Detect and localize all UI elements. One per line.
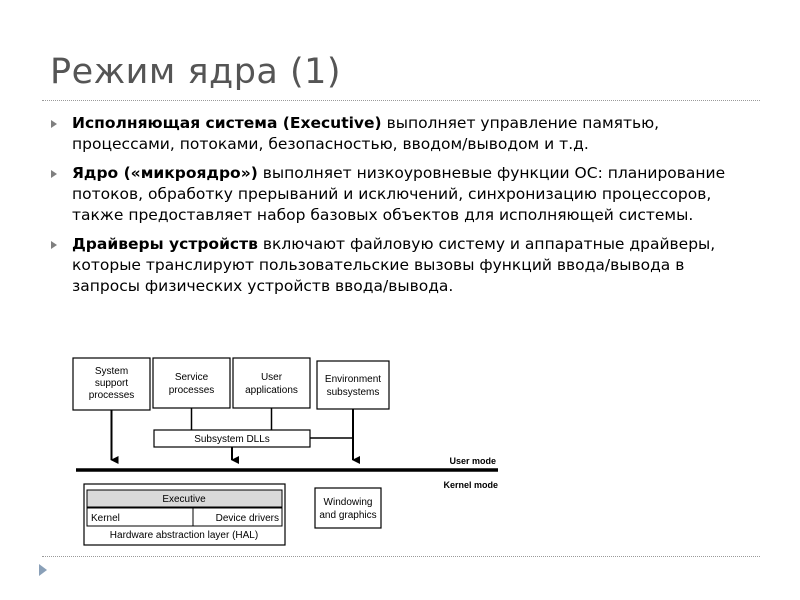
bullet-drivers-text: включают файловую систему и аппаратные драйверы, которые транслируют пользовательские вызовы функций ввода/вывода в запросы физических устройств ввода/вывода. (72, 235, 716, 295)
kernel-mode-label: Kernel mode (443, 480, 498, 490)
bullet-kernel-text: выполняет низкоуровневые функции ОС: планирование потоков, обработку прерываний и исключений, синхронизацию процессоров, также предоставляет набор базовых объектов для исполняющей системы. (72, 164, 726, 224)
windowing-label-2: and graphics (319, 510, 377, 521)
device-drivers-label: Device drivers (215, 513, 279, 524)
bullet-drivers-term: Драйверы устройств (72, 235, 258, 253)
kernel-label: Kernel (91, 513, 120, 524)
service-label-2: processes (168, 385, 215, 396)
bullet-drivers (50, 234, 750, 297)
bullet-executive-text: выполняет управление памятью, процессами, потоками, безопасностью, вводом/выводом и т.д. (72, 114, 660, 153)
executive-label: Executive (162, 494, 206, 505)
system-support-label-3: processes (88, 390, 135, 401)
user-mode-label: User mode (449, 456, 496, 466)
bullet-kernel-term: Ядро («микроядро») (72, 164, 258, 182)
slide-title: Режим ядра (1) (50, 52, 342, 92)
service-label-1: Service (174, 372, 209, 383)
triangle-right-icon (50, 119, 58, 129)
triangle-right-icon (50, 240, 58, 250)
bullet-kernel (50, 163, 750, 226)
environment-label-2: subsystems (326, 387, 380, 398)
architecture-diagram (70, 356, 510, 548)
service-processes-box (153, 358, 230, 408)
user-apps-label-1: User (260, 372, 283, 383)
environment-label-1: Environment (324, 374, 382, 385)
bullet-executive-term: Исполняющая система (Executive) (72, 114, 382, 132)
windowing-box (315, 488, 381, 528)
subsystem-dlls-label: Subsystem DLLs (194, 434, 270, 445)
environment-subsystems-box (317, 361, 389, 409)
windowing-label-1: Windowing (323, 497, 373, 508)
system-support-label-2: support (94, 378, 129, 389)
bullet-executive (50, 113, 750, 155)
bottom-divider (42, 556, 760, 557)
user-apps-label-2: applications (245, 385, 298, 396)
triangle-right-icon (38, 563, 48, 577)
top-divider (42, 100, 760, 101)
hal-label: Hardware abstraction layer (HAL) (109, 530, 259, 541)
user-applications-box (233, 358, 310, 408)
system-support-label-1: System (94, 366, 129, 377)
bullet-list (50, 113, 750, 305)
triangle-right-icon (50, 169, 58, 179)
